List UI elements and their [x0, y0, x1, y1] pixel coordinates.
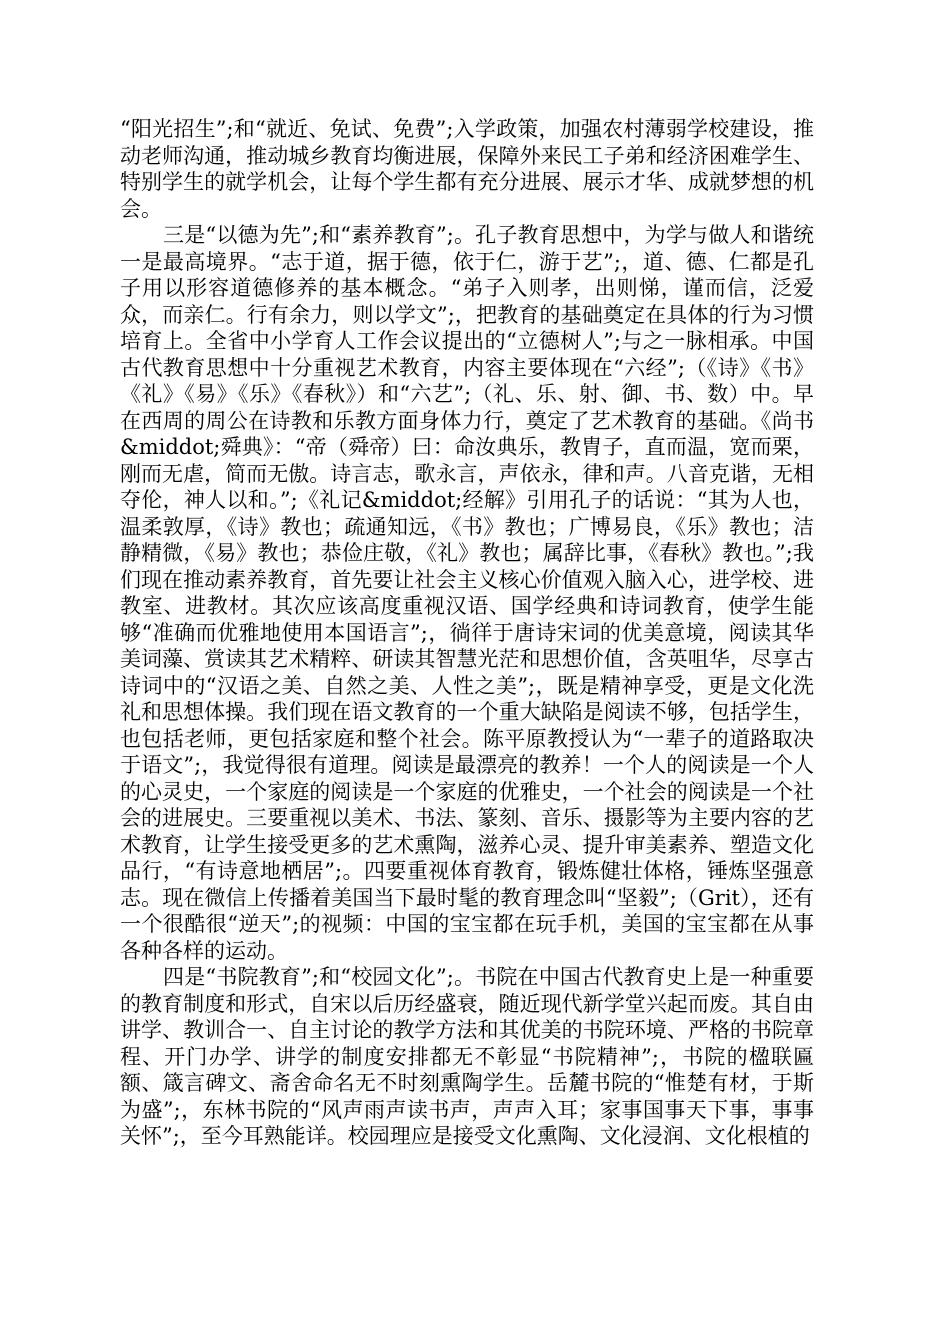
paragraph-2: 三是“以德为先”;和“素养教育”;。孔子教育思想中，为学与做人和谐统一是最高境界。“志于道，据于德，依于仁，游于艺”;，道、德、仁都是孔子用以形容道德修养的基本概念。“弟子入则孝，出则悌，谨而信，泛爱众，而亲仁。行有余力，则以学文”;，把教育的基础奠定在具体的行为习惯培育上。全省中小学育人工作会议提出的“立德树人”;与之一脉相承。中国古代教育思想中十分重视艺术教育，内容主要体现在“六经”;（《诗》《书》《礼》《易》《乐》《春秋》）和“六艺”;（礼、乐、射、御、书、数）中。早在西周的周公在诗教和乐教方面身体力行，奠定了艺术教育的基础。《尚书&middot;舜典》：“帝（舜帝）曰：命汝典乐，教胄子，直而温，宽而栗，刚而无虐，简而无傲。诗言志，歌永言，声依永，律和声。八音克谐，无相夺伦，神人以和。”;《礼记&middot;经解》引用孔子的话说：“其为人也，温柔敦厚，《诗》教也；疏通知远，《书》教也；广博易良，《乐》教也；洁静精微，《易》教也；恭俭庄敬，《礼》教也；属辞比事，《春秋》教也。”;我们现在推动素养教育，首先要让社会主义核心价值观入脑入心，进学校、进教室、进教材。其次应该高度重视汉语、国学经典和诗词教育，使学生能够“准确而优雅地使用本国语言”;，徜徉于唐诗宋词的优美意境，阅读其华美词藻、赏读其艺术精粹、研读其智慧光茫和思想价值，含英咀华，尽享古诗词中的“汉语之美、自然之美、人性之美”;，既是精神享受，更是文化洗礼和思想体操。我们现在语文教育的一个重大缺陷是阅读不够，包括学生，也包括老师，更包括家庭和整个社会。陈平原教授认为“一辈子的道路取决于语文”;，我觉得很有道理。阅读是最漂亮的教养！一个人的阅读是一个人的心灵史，一个家庭的阅读是一个家庭的优雅史，一个社会的阅读是一个社会的进展史。三要重视以美术、书法、篆刻、音乐、摄影等为主要内容的艺术教育，让学生接受更多的艺术熏陶，滋养心灵、提升审美素养、塑造文化品行，“有诗意地栖居”;。四要重视体育教育，锻炼健壮体格，锤炼坚强意志。现在微信上传播着美国当下最时髦的教育理念叫“坚毅”;（Grit），还有一个很酷很“逆天”;的视频：中国的宝宝都在玩手机，美国的宝宝都在从事各种各样的运动。: [120, 223, 814, 963]
paragraph-1: “阳光招生”;和“就近、免试、免费”;入学政策，加强农村薄弱学校建设，推动老师沟通，推动城乡教育均衡进展，保障外来民工子弟和经济困难学生、特别学生的就学机会，让每个学生都有充分进展、展示才华、成就梦想的机会。: [120, 117, 814, 221]
paragraph-3: 四是“书院教育”;和“校园文化”;。书院在中国古代教育史上是一种重要的教育制度和形式，自宋以后历经盛衰，随近现代新学堂兴起而废。其自由讲学、教训合一、自主讨论的教学方法和其优美的书院环境、严格的书院章程、开门办学、讲学的制度安排都无不彰显“书院精神”;，书院的楹联匾额、箴言碑文、斋舍命名无不时刻熏陶学生。岳麓书院的“惟楚有材，于斯为盛”;，东林书院的“风声雨声读书声，声声入耳；家事国事天下事，事事关怀”;，至今耳熟能详。校园理应是接受文化熏陶、文化浸润、文化根植的: [120, 965, 814, 1148]
document-page: [120, 116, 814, 1150]
